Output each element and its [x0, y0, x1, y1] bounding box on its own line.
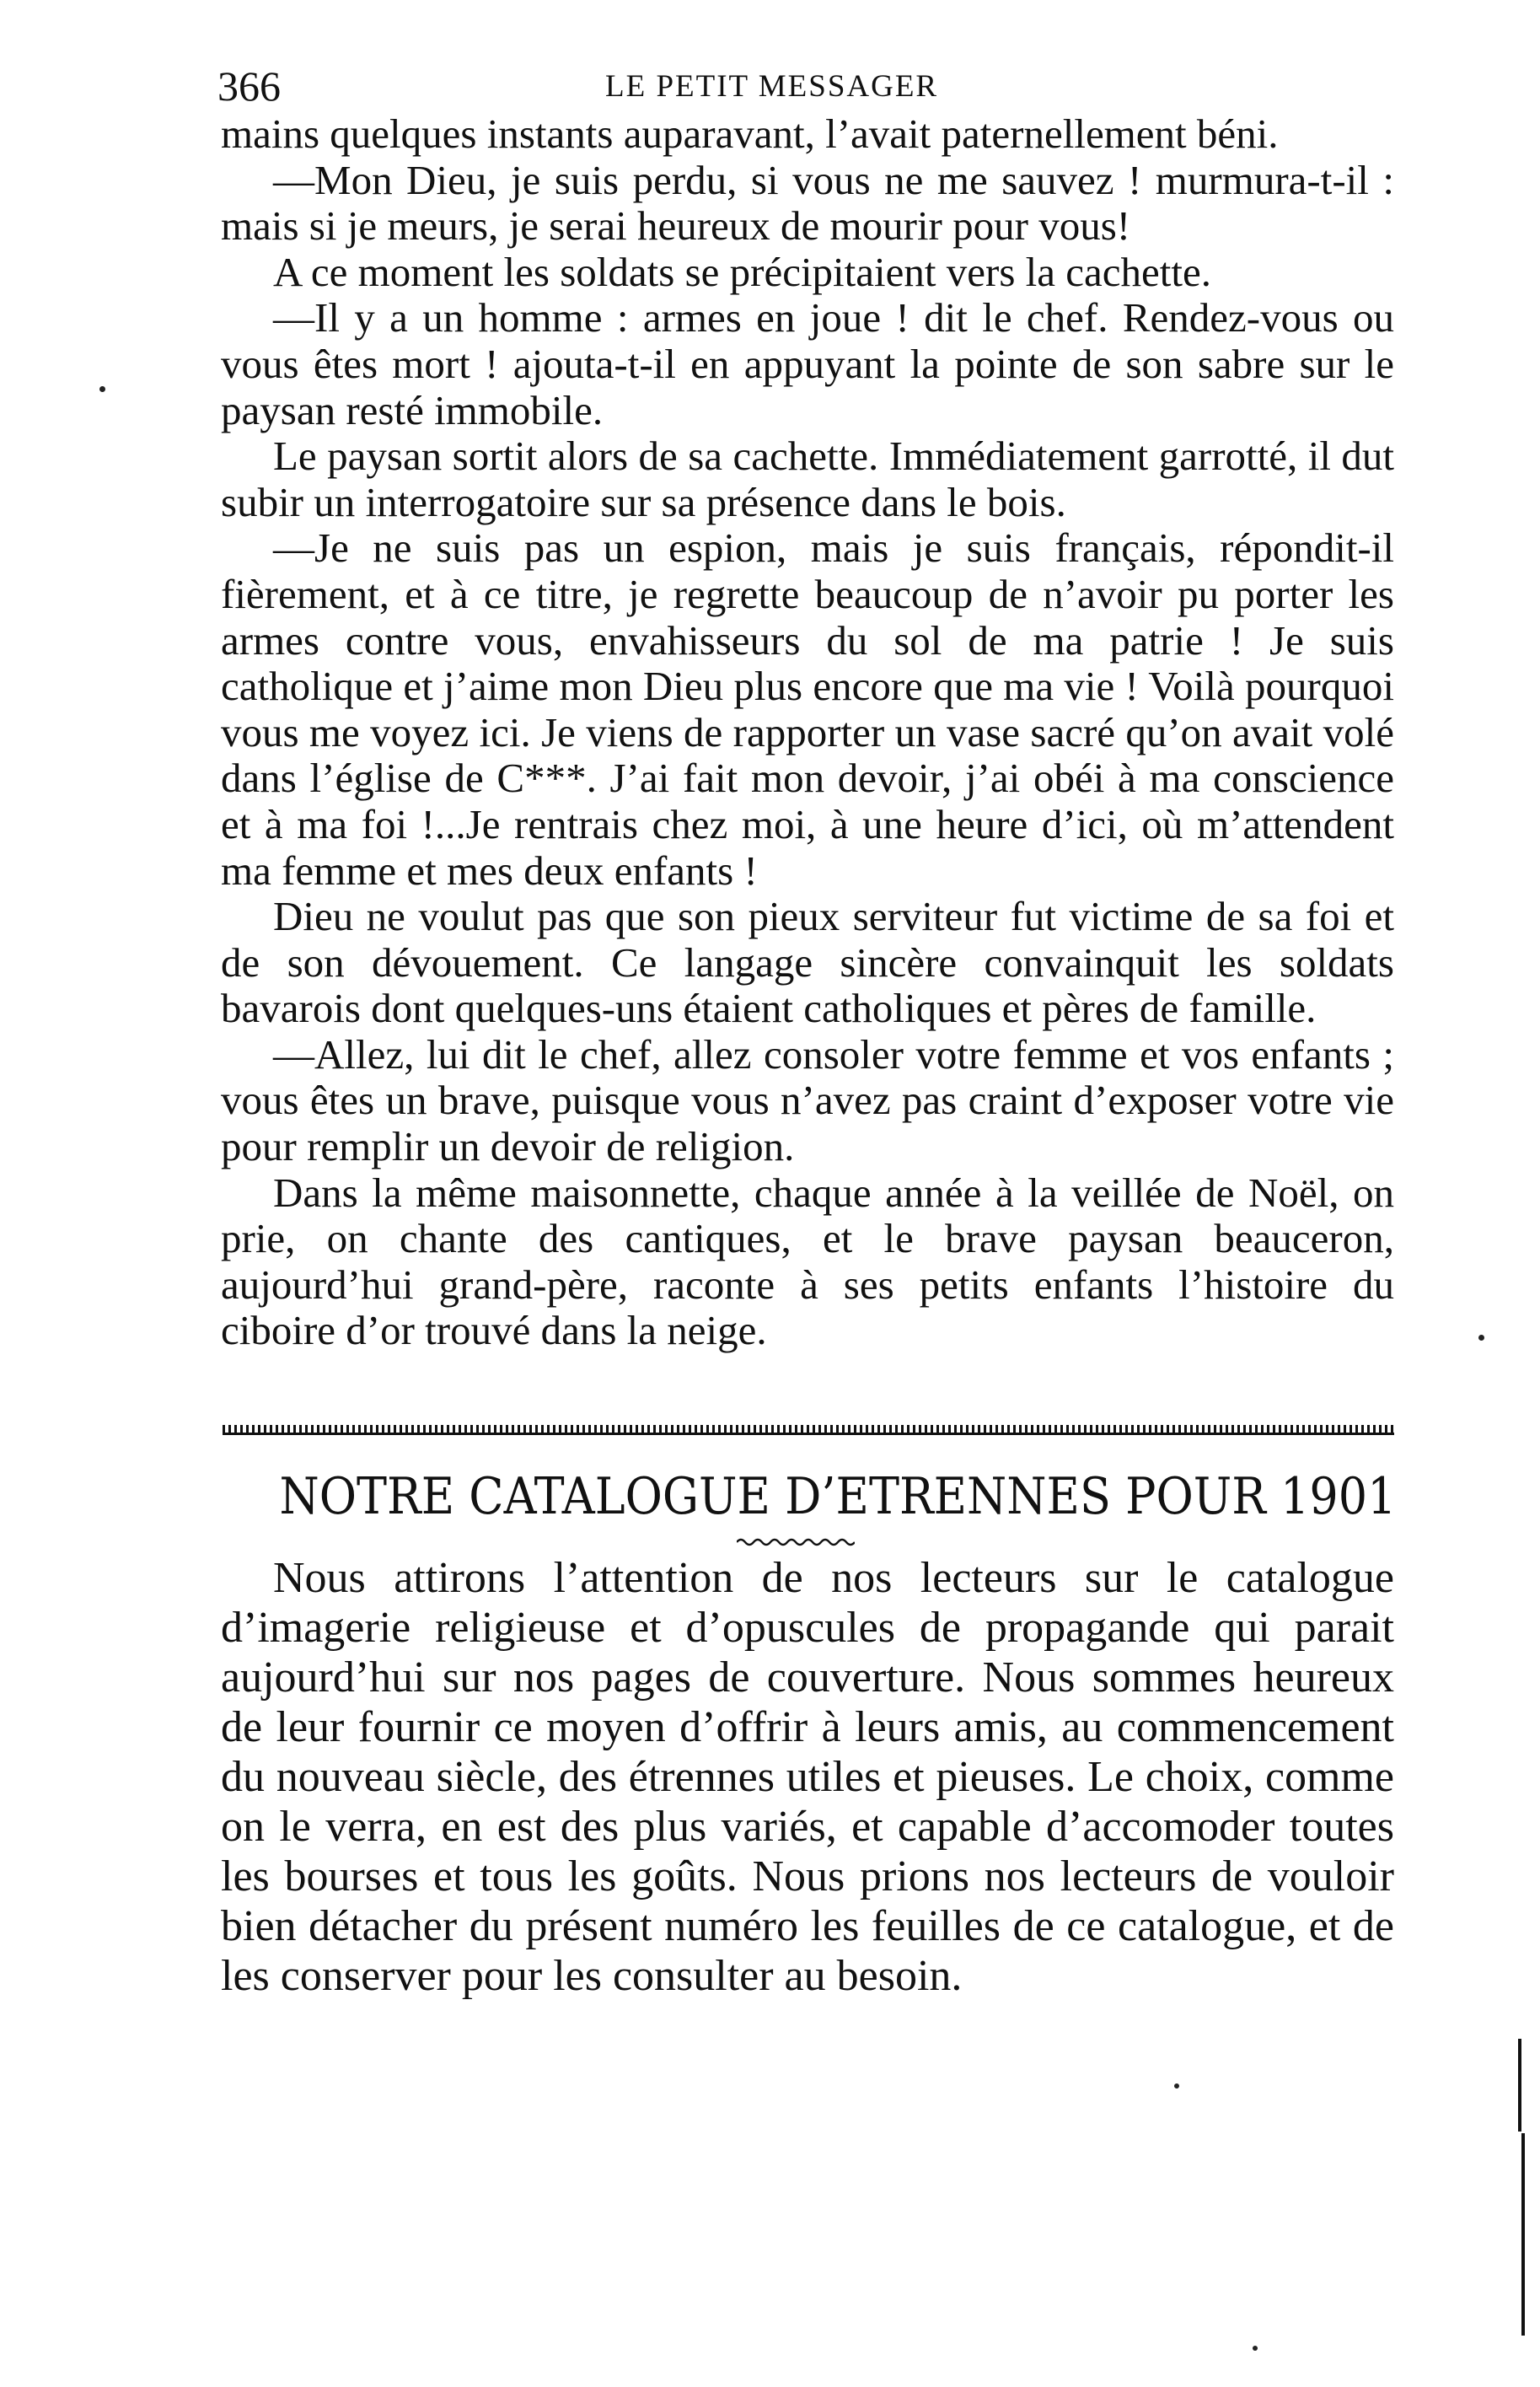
- paragraph: Dieu ne voulut pas que son pieux serviteur fut victime de sa foi et de son dévouement. Ce langage sincère convainquit les soldats bavarois dont quelques-uns étaient catholiques et pères de famille.: [221, 893, 1394, 1032]
- print-speck: [99, 386, 105, 392]
- ornamental-divider: [223, 1425, 1394, 1437]
- print-speck: [1478, 1335, 1484, 1341]
- article-text: [221, 111, 1394, 1354]
- paragraph: Dans la même maisonnette, chaque année à la veillée de Noël, on prie, on chante des cantiques, et le brave paysan beauceron, aujourd’hui grand-père, raconte à ses petits enfants l’histoire du ciboire d’or trouvé dans la neige.: [221, 1169, 1394, 1354]
- wavy-rule: [737, 1536, 855, 1548]
- paragraph: Le paysan sortit alors de sa cachette. Immédiatement garrotté, il dut subir un interrogatoire sur sa présence dans le bois.: [221, 433, 1394, 525]
- paragraph: mains quelques instants auparavant, l’avait paternellement béni.: [221, 110, 1279, 157]
- print-speck: [1253, 2346, 1258, 2351]
- paragraph: —Il y a un homme : armes en joue ! dit le chef. Rendez-vous ou vous êtes mort ! ajouta-t-il en appuyant la pointe de son sabre sur le paysan resté immobile.: [221, 294, 1394, 433]
- running-title: LE PETIT MESSAGER: [605, 69, 939, 104]
- page-edge-line: [1521, 2133, 1525, 2336]
- page-number: 366: [217, 62, 281, 110]
- paragraph: —Allez, lui dit le chef, allez consoler votre femme et vos enfants ; vous êtes un brave, puisque vous n’avez pas craint d’exposer votre vie pour remplir un devoir de religion.: [221, 1030, 1394, 1170]
- section-title: NOTRE CATALOGUE D’ETRENNES POUR 1901: [279, 1467, 1397, 1526]
- paragraph: A ce moment les soldats se précipitaient vers la cachette.: [273, 248, 1211, 295]
- paragraph: —Je ne suis pas un espion, mais je suis français, répondit-il fièrement, et à ce titre, je regrette beaucoup de n’avoir pu porter les armes contre vous, envahisseurs du sol de ma patrie ! Je suis catholique et j’aime mon Dieu plus encore que ma vie ! Voilà pourquoi vous me voyez ici. Je viens de rapporter un vase sacré qu’on avait volé dans l’église de C***. J’ai fait mon devoir, j’ai obéi à ma conscience et à ma foi !...Je rentrais chez moi, à une heure d’ici, où m’attendent ma femme et mes deux enfants !: [221, 524, 1394, 894]
- page-edge-line: [1518, 2039, 1521, 2132]
- print-speck: [1174, 2083, 1179, 2089]
- paragraph: Nous attirons l’attention de nos lecteurs sur le catalogue d’imagerie religieuse et d’opuscules de propagande qui parait aujourd’hui sur nos pages de couverture. Nous sommes heureux de leur fournir ce moyen d’offrir à leurs amis, au commencement du nouveau siècle, des étrennes utiles et pieuses. Le choix, comme on le verra, en est des plus variés, et capable d’accomoder toutes les bourses et tous les goûts. Nous prions nos lecteurs de vouloir bien détacher du présent numéro les feuilles de ce catalogue, et de les conserver pour les consulter au besoin.: [221, 1554, 1394, 2000]
- page-header: [217, 61, 1398, 111]
- paragraph: —Mon Dieu, je suis perdu, si vous ne me sauvez ! murmura-t-il : mais si je meurs, je serai heureux de mourir pour vous!: [221, 156, 1394, 250]
- section-body: [221, 1553, 1394, 2001]
